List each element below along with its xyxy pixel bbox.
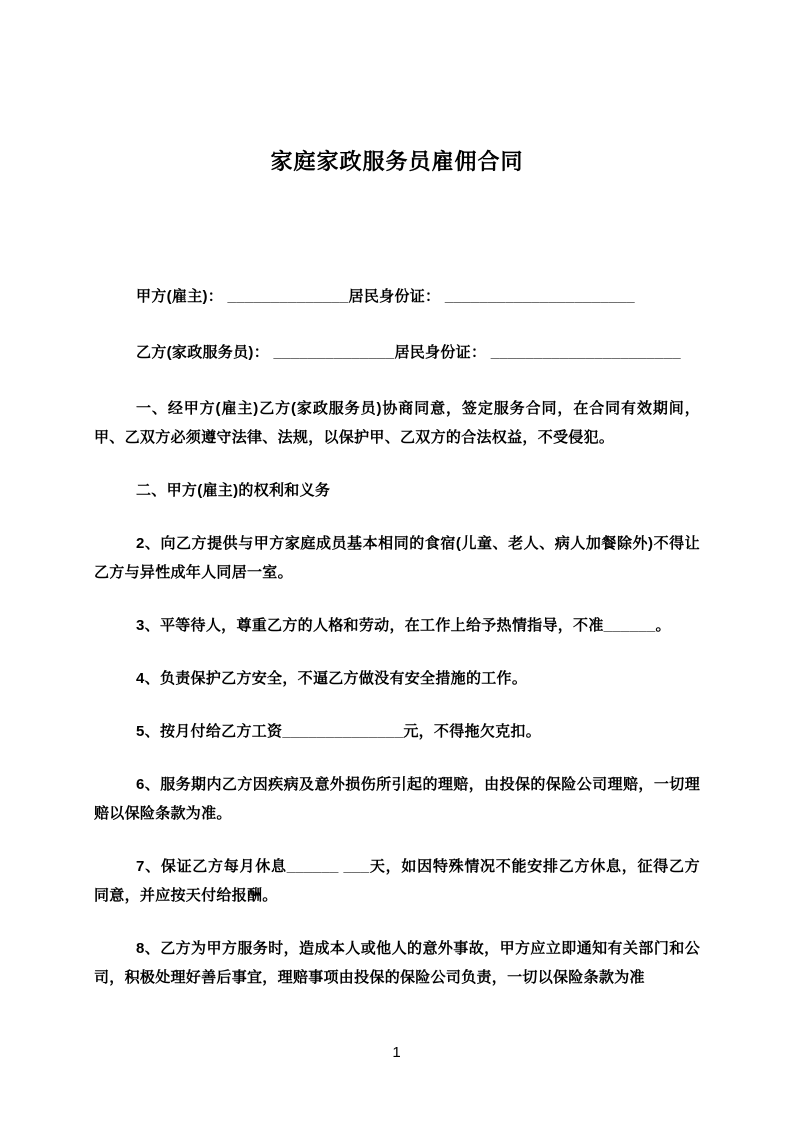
clause-1-general-agreement: 一、经甲方(雇主)乙方(家政服务员)协商同意，签定服务合同，在合同有效期间，甲、乙双方必须遵守法律、法规，以保护甲、乙双方的合法权益，不受侵犯。 (94, 400, 700, 446)
party-b-line: 乙方(家政服务员)： ______________居民身份证： ______________________ (136, 344, 681, 361)
clause-6-insurance-claims: 6、服务期内乙方因疾病及意外损伤所引起的理赔，由投保的保险公司理赔，一切理赔以保险条款为准。 (94, 776, 700, 822)
clause-2-board-and-lodging: 2、向乙方提供与甲方家庭成员基本相同的食宿(儿童、老人、病人加餐除外)不得让乙方与异性成年人同居一室。 (94, 535, 700, 581)
clause-3-equal-treatment: 3、平等待人，尊重乙方的人格和劳动，在工作上给予热情指导，不准______。 (136, 617, 671, 634)
party-a-line: 甲方(雇主)： ______________居民身份证： ______________________ (136, 288, 635, 305)
clause-5-monthly-wage: 5、按月付给乙方工资______________元，不得拖欠克扣。 (136, 723, 542, 740)
clause-4-safety-protection: 4、负责保护乙方安全，不逼乙方做没有安全措施的工作。 (136, 670, 528, 687)
clause-8-accident-handling: 8、乙方为甲方服务时，造成本人或他人的意外事故，甲方应立即通知有关部门和公司，积极处理好善后事宜，理赔事项由投保的保险公司负责，一切以保险条款为准 (94, 940, 700, 986)
page-number: 1 (392, 1044, 401, 1061)
clause-7-monthly-rest-days: 7、保证乙方每月休息______ ___天，如因特殊情况不能安排乙方休息，征得乙方同意，并应按天付给报酬。 (94, 858, 700, 904)
section-heading-party-a-rights: 二、甲方(雇主)的权利和义务 (136, 482, 331, 499)
page-title: 家庭家政服务员雇佣合同 (270, 149, 524, 174)
